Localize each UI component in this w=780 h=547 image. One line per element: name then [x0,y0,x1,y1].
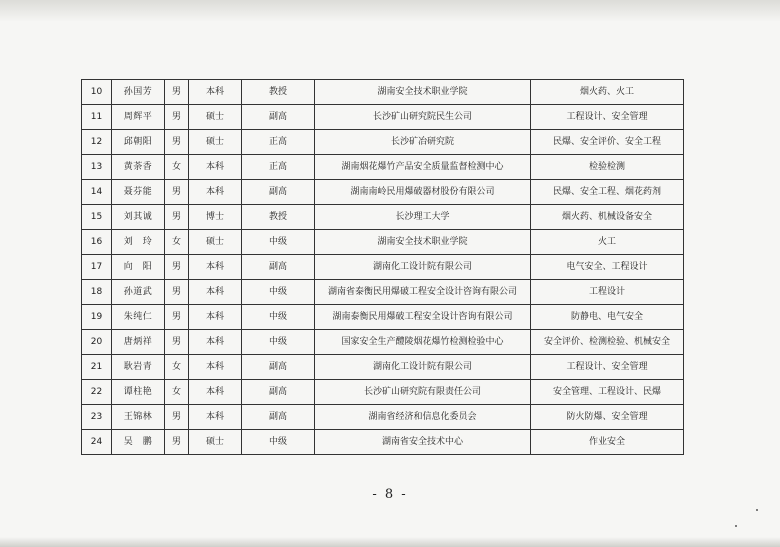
employer-cell: 长沙矿山研究院有限责任公司 [315,380,531,405]
title-level-cell: 副高 [242,405,315,430]
specialty-cell: 工程设计、安全管理 [531,355,684,380]
education-cell: 博士 [189,205,242,230]
row-number-cell: 15 [82,205,112,230]
title-level-cell: 中级 [242,305,315,330]
table-row [82,405,684,430]
education-cell: 硕士 [189,430,242,455]
gender-cell: 男 [165,305,189,330]
gender-cell: 男 [165,130,189,155]
table-row [82,155,684,180]
title-level-cell: 中级 [242,330,315,355]
title-level-cell: 中级 [242,430,315,455]
gender-cell: 男 [165,255,189,280]
gender-cell: 男 [165,105,189,130]
table-row [82,105,684,130]
gender-cell: 男 [165,330,189,355]
education-cell: 本科 [189,280,242,305]
title-level-cell: 副高 [242,105,315,130]
specialty-cell: 防火防爆、安全管理 [531,405,684,430]
title-level-cell: 中级 [242,280,315,305]
specialty-cell: 烟火药、火工 [531,80,684,105]
expert-name-cell: 吴 鹏 [112,430,165,455]
table-row [82,255,684,280]
table-body [82,80,684,455]
employer-cell: 国家安全生产醴陵烟花爆竹检测检验中心 [315,330,531,355]
table-row [82,355,684,380]
scan-speck [735,525,737,527]
title-level-cell: 教授 [242,205,315,230]
education-cell: 本科 [189,255,242,280]
expert-name-cell: 周辉平 [112,105,165,130]
row-number-cell: 17 [82,255,112,280]
row-number-cell: 11 [82,105,112,130]
gender-cell: 女 [165,355,189,380]
title-level-cell: 正高 [242,155,315,180]
specialty-cell: 烟火药、机械设备安全 [531,205,684,230]
table-row [82,380,684,405]
table-row [82,230,684,255]
page-number: - 8 - [372,487,408,502]
gender-cell: 男 [165,205,189,230]
row-number-cell: 18 [82,280,112,305]
scan-shadow-top [0,0,780,22]
employer-cell: 湖南安全技术职业学院 [315,230,531,255]
education-cell: 本科 [189,305,242,330]
employer-cell: 湖南化工设计院有限公司 [315,255,531,280]
expert-name-cell: 唐炳祥 [112,330,165,355]
scan-shadow-bottom [0,537,780,547]
row-number-cell: 22 [82,380,112,405]
expert-name-cell: 孙道武 [112,280,165,305]
employer-cell: 湖南省安全技术中心 [315,430,531,455]
row-number-cell: 14 [82,180,112,205]
expert-name-cell: 聂芬能 [112,180,165,205]
row-number-cell: 20 [82,330,112,355]
employer-cell: 湖南省泰衡民用爆破工程安全设计咨询有限公司 [315,280,531,305]
gender-cell: 男 [165,430,189,455]
specialty-cell: 电气安全、工程设计 [531,255,684,280]
employer-cell: 湖南泰衡民用爆破工程安全设计咨询有限公司 [315,305,531,330]
specialty-cell: 作业安全 [531,430,684,455]
expert-name-cell: 刘 玲 [112,230,165,255]
title-level-cell: 正高 [242,130,315,155]
title-level-cell: 副高 [242,255,315,280]
employer-cell: 湖南省经济和信息化委员会 [315,405,531,430]
row-number-cell: 19 [82,305,112,330]
row-number-cell: 16 [82,230,112,255]
title-level-cell: 副高 [242,355,315,380]
scan-speck [756,509,758,511]
education-cell: 硕士 [189,105,242,130]
specialty-cell: 民爆、安全工程、烟花药剂 [531,180,684,205]
employer-cell: 长沙理工大学 [315,205,531,230]
expert-name-cell: 黄荼香 [112,155,165,180]
gender-cell: 女 [165,230,189,255]
employer-cell: 长沙矿山研究院民生公司 [315,105,531,130]
table-row [82,330,684,355]
table-row [82,305,684,330]
employer-cell: 湖南安全技术职业学院 [315,80,531,105]
expert-roster-table [81,79,684,455]
row-number-cell: 21 [82,355,112,380]
education-cell: 本科 [189,355,242,380]
education-cell: 硕士 [189,230,242,255]
row-number-cell: 10 [82,80,112,105]
expert-name-cell: 朱纯仁 [112,305,165,330]
education-cell: 本科 [189,155,242,180]
expert-name-cell: 谭柱艳 [112,380,165,405]
row-number-cell: 13 [82,155,112,180]
employer-cell: 湖南烟花爆竹产品安全质量监督检测中心 [315,155,531,180]
specialty-cell: 工程设计、安全管理 [531,105,684,130]
education-cell: 本科 [189,80,242,105]
table-row [82,280,684,305]
education-cell: 本科 [189,180,242,205]
specialty-cell: 火工 [531,230,684,255]
table-row [82,180,684,205]
education-cell: 本科 [189,380,242,405]
education-cell: 硕士 [189,130,242,155]
title-level-cell: 教授 [242,80,315,105]
gender-cell: 女 [165,380,189,405]
expert-name-cell: 刘其诚 [112,205,165,230]
row-number-cell: 23 [82,405,112,430]
gender-cell: 男 [165,280,189,305]
specialty-cell: 安全管理、工程设计、民爆 [531,380,684,405]
specialty-cell: 工程设计 [531,280,684,305]
gender-cell: 男 [165,80,189,105]
table-row [82,430,684,455]
title-level-cell: 副高 [242,180,315,205]
expert-name-cell: 邱朝阳 [112,130,165,155]
expert-name-cell: 向 阳 [112,255,165,280]
education-cell: 本科 [189,330,242,355]
employer-cell: 湖南南岭民用爆破器材股份有限公司 [315,180,531,205]
specialty-cell: 检验检测 [531,155,684,180]
specialty-cell: 民爆、安全评价、安全工程 [531,130,684,155]
row-number-cell: 12 [82,130,112,155]
expert-name-cell: 孙国芳 [112,80,165,105]
employer-cell: 长沙矿冶研究院 [315,130,531,155]
title-level-cell: 中级 [242,230,315,255]
gender-cell: 男 [165,180,189,205]
expert-name-cell: 王锦林 [112,405,165,430]
table-row [82,130,684,155]
table-row [82,205,684,230]
employer-cell: 湖南化工设计院有限公司 [315,355,531,380]
specialty-cell: 安全评价、检测检验、机械安全 [531,330,684,355]
row-number-cell: 24 [82,430,112,455]
specialty-cell: 防静电、电气安全 [531,305,684,330]
education-cell: 本科 [189,405,242,430]
gender-cell: 女 [165,155,189,180]
title-level-cell: 副高 [242,380,315,405]
table-row [82,80,684,105]
expert-name-cell: 耿岩青 [112,355,165,380]
gender-cell: 男 [165,405,189,430]
